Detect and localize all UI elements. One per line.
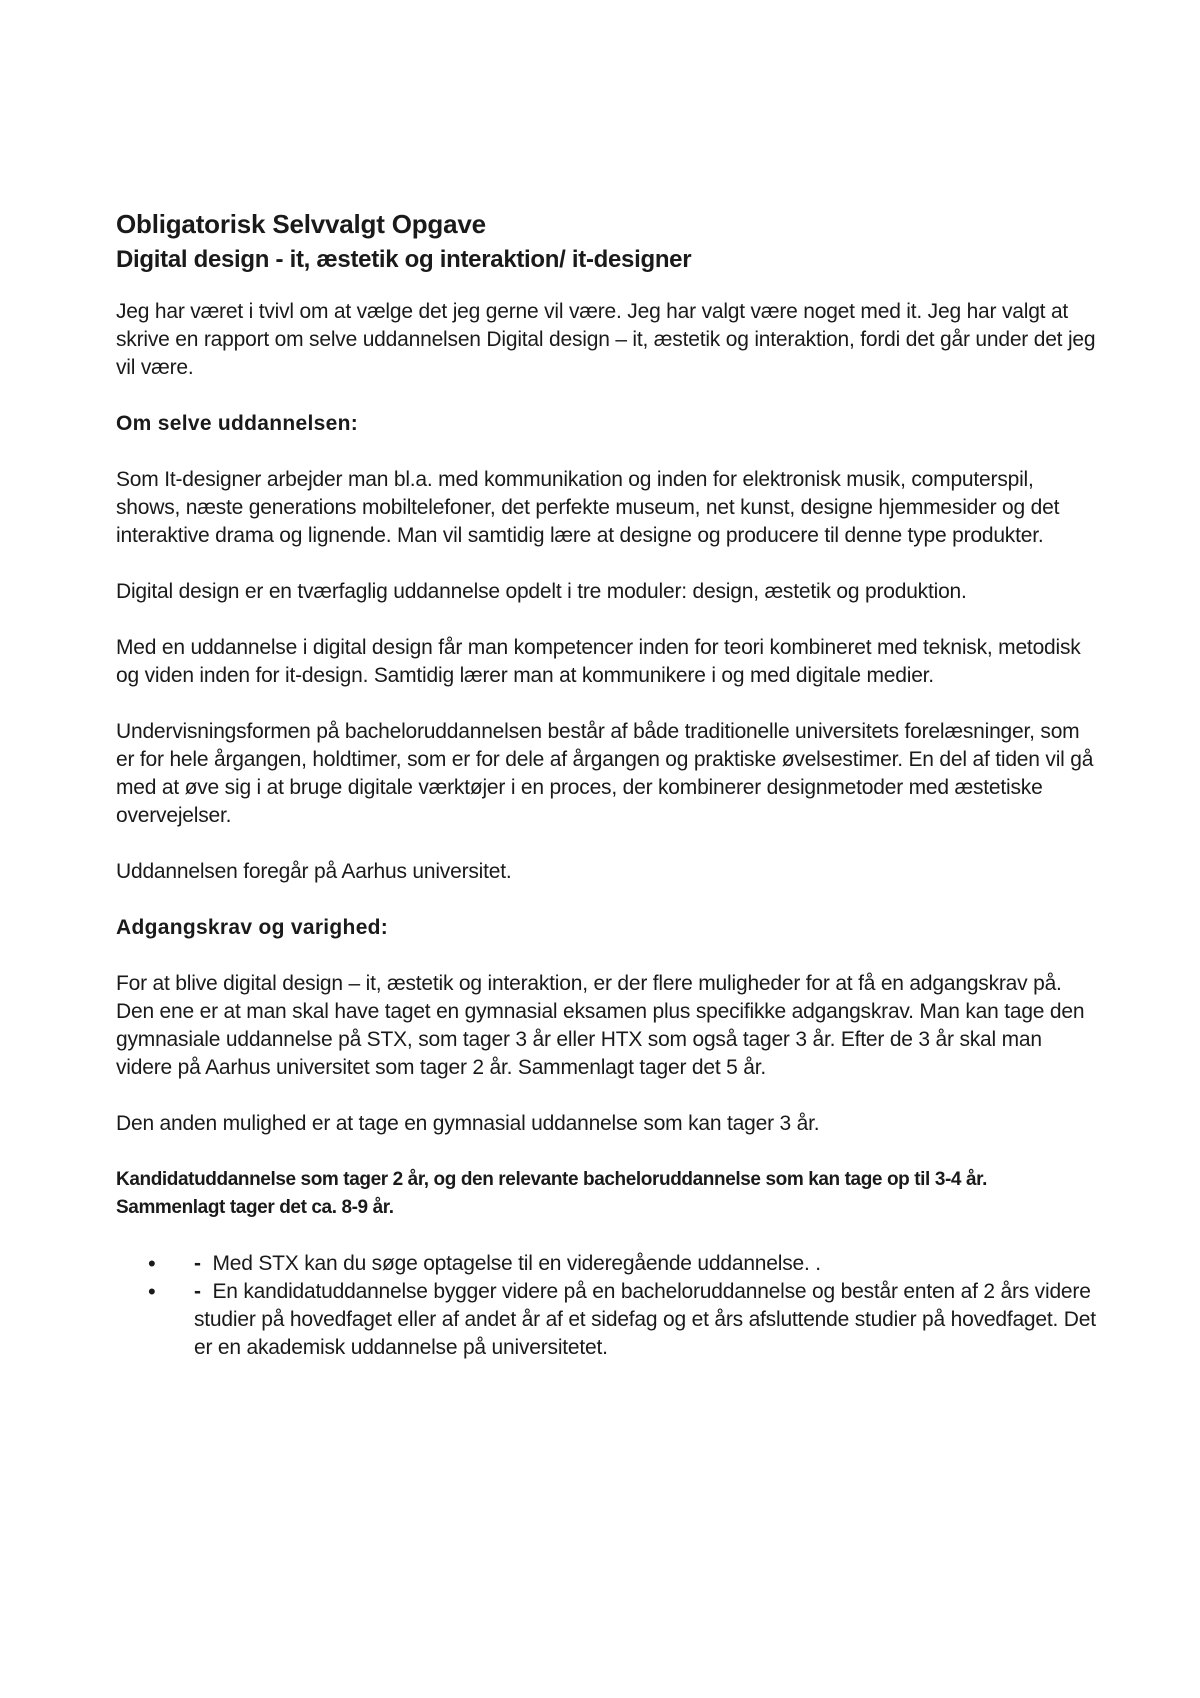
bold-note: Kandidatuddannelse som tager 2 år, og den relevante bacheloruddannelse som kan tage op til 3-4 år. Sammenlagt tager det ca. 8-9 år. — [116, 1169, 987, 1218]
section-heading-uddannelsen: Om selve uddannelsen: — [116, 412, 359, 435]
list-item-text: En kandidatuddannelse bygger videre på en bacheloruddannelse og består enten af 2 års videre studier på hovedfaget eller af andet år af et sidefag og et års afsluttende studier på hovedfaget. Det er en akademisk uddannelse på universitetet. — [194, 1280, 1096, 1359]
document-page — [116, 206, 1096, 1362]
paragraph: Digital design er en tværfaglig uddannelse opdelt i tre moduler: design, æstetik og produktion. — [116, 580, 967, 603]
bullet-icon: • — [148, 1251, 156, 1276]
paragraph: Uddannelsen foregår på Aarhus universitet. — [116, 860, 512, 883]
bullet-icon: • — [148, 1279, 156, 1304]
paragraph: Med en uddannelse i digital design får man kompetencer inden for teori kombineret med teknisk, metodisk og viden inden for it-design. Samtidig lærer man at kommunikere i og med digitale medier. — [116, 636, 1081, 687]
list-item — [148, 1278, 1096, 1362]
paragraph: Som It-designer arbejder man bl.a. med kommunikation og inden for elektronisk musik, computerspil, shows, næste generations mobiltelefoner, det perfekte museum, net kunst, designe hjemmesider og det interaktive drama og lignende. Man vil samtidig lære at designe og producere til denne type produkter. — [116, 468, 1060, 547]
paragraph: Undervisningsformen på bacheloruddannelsen består af både traditionelle universitets forelæsninger, som er for hele årgangen, holdtimer, som er for dele af årgangen og praktiske øvelsestimer. En del af tiden vil gå med at øve sig i at bruge digitale værktøjer i en proces, der kombinerer designmetoder med æstetiske overvejelser. — [116, 720, 1094, 827]
document-subtitle: Digital design - it, æstetik og interaktion/ it-designer — [116, 246, 692, 273]
list-item-text: Med STX kan du søge optagelse til en videregående uddannelse. . — [212, 1252, 821, 1275]
document-title: Obligatorisk Selvvalgt Opgave — [116, 209, 486, 239]
paragraph: For at blive digital design – it, æstetik og interaktion, er der flere muligheder for at få en adgangskrav på. Den ene er at man skal have taget en gymnasial eksamen plus specifikke adgangskrav. Man kan tage den gymnasiale uddannelse på STX, som tager 3 år eller HTX som også tager 3 år. Efter de 3 år skal man videre på Aarhus universitet som tager 2 år. Sammenlagt tager det 5 år. — [116, 972, 1085, 1079]
paragraph: Den anden mulighed er at tage en gymnasial uddannelse som kan tager 3 år. — [116, 1112, 820, 1135]
bullet-list — [116, 1250, 1096, 1362]
dash-icon: - — [194, 1252, 201, 1275]
intro-paragraph: Jeg har været i tvivl om at vælge det jeg gerne vil være. Jeg har valgt være noget med it. Jeg har valgt at skrive en rapport om selve uddannelsen Digital design – it, æstetik og interaktion, fordi det går under det jeg vil være. — [116, 300, 1096, 379]
dash-icon: - — [194, 1280, 201, 1303]
section-heading-adgangskrav: Adgangskrav og varighed: — [116, 916, 389, 939]
list-item — [148, 1250, 1096, 1278]
